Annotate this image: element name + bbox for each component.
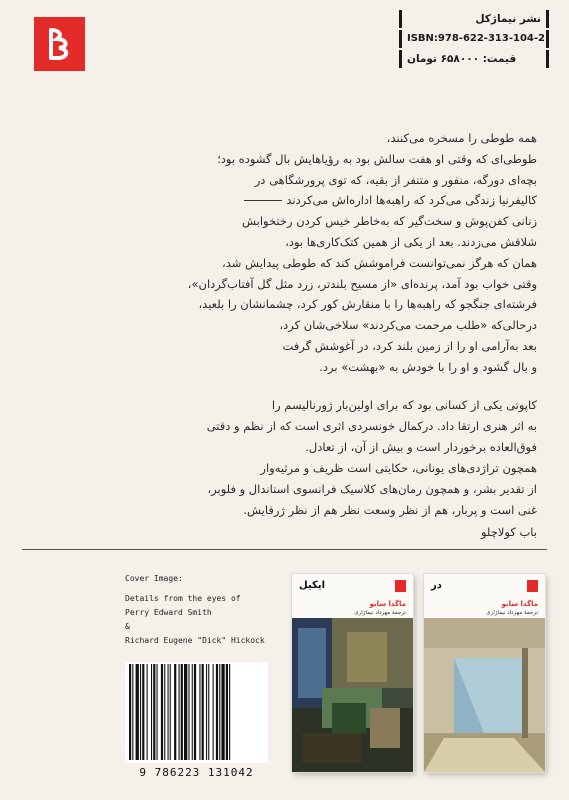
- excerpt-line: زنانی کفن‌پوش و سخت‌گیر که به‌خاطر خیس کردن رختخوابش: [241, 214, 537, 229]
- barcode-bars: [125, 662, 268, 763]
- book-publisher-logo: [395, 580, 406, 592]
- barcode-bar: [219, 664, 220, 760]
- blurb-line: غنی است و پربار، هم از نظر وسعت نظر هم از نظر ژرفایش.: [243, 503, 537, 517]
- blurb-line: همچون تراژدی‌های یونانی، حکایتی است ظریف و مرثیه‌وار: [260, 461, 537, 475]
- book-cover-painting: [424, 618, 545, 772]
- isbn-label: ISBN:978-622-313-104-2: [399, 30, 549, 48]
- barcode-number: 9 786223 131042: [139, 766, 254, 779]
- barcode-bar: [168, 664, 169, 760]
- barcode-bar: [142, 664, 144, 760]
- reviewer-signature: باب کولاچلو: [480, 525, 537, 539]
- blurb-line: کاپوتی یکی از کسانی بود که برای اولین‌بار ژورنالیسم را: [271, 398, 537, 412]
- cover-image-line: &: [125, 622, 130, 631]
- barcode-bar: [206, 664, 207, 760]
- barcode-bar: [136, 664, 139, 760]
- isbn-barcode: [125, 662, 268, 763]
- book-cover-ikil: [292, 574, 413, 772]
- cover-image-line: Richard Eugene "Dick" Hickock: [125, 636, 265, 645]
- blurb-line: به اثر هنری ارتقا داد. درکمال خونسردی اثری است که از نظم و دقتی: [206, 419, 537, 433]
- book-title: در: [431, 580, 442, 591]
- barcode-bar: [216, 664, 218, 760]
- review-blurb: [87, 395, 537, 521]
- barcode-bar: [147, 664, 148, 760]
- barcode-bar: [199, 664, 200, 760]
- barcode-bar: [194, 664, 196, 760]
- book-author: ماگدا سابو: [501, 600, 538, 608]
- barcode-bar: [179, 664, 180, 760]
- barcode-bar: [161, 664, 163, 760]
- blurb-line: فوق‌العاده برخوردار است و بیش از آن، از تعادل.: [305, 440, 537, 454]
- excerpt-line: طوطی‌ای که وقتی او هفت سالش بود به رؤیاهایش بال گشوده بود؛: [217, 151, 537, 166]
- book-author: ماگدا سابو: [369, 600, 406, 608]
- barcode-bar: [132, 664, 133, 760]
- barcode-bar: [140, 664, 141, 760]
- barcode-bar: [151, 664, 152, 760]
- barcode-bar: [221, 664, 224, 760]
- cover-image-heading: Cover Image:: [125, 574, 183, 583]
- excerpt-line: بچه‌ای دورگه، منفور و متنفر از بقیه، که توی پرورشگاهی در: [254, 172, 537, 187]
- barcode-bar: [157, 664, 158, 760]
- barcode-bar: [192, 664, 193, 760]
- book-translator: ترجمهٔ مهرداد نیماژاری: [354, 610, 406, 616]
- excerpt-line: همان که هرگز نمی‌توانست فراموشش کند که طوطی پیدایش شد،: [222, 255, 537, 270]
- excerpt-line: شلاقش می‌زدند. بعد از یکی از همین کتک‌کاری‌ها بود،: [285, 234, 537, 249]
- barcode-bar: [208, 664, 209, 760]
- excerpt-line: بعد به‌آرامی او را از زمین بلند کرد، در آغوشش گرفت: [282, 338, 537, 353]
- excerpt-line: وقتی خواب بود آمد، پرنده‌ای «از مسیح بلندتر، زرد مثل گل آفتاب‌گردان»،: [187, 276, 537, 291]
- section-divider: [22, 549, 547, 550]
- barcode-bar: [129, 664, 131, 760]
- barcode-bar: [174, 664, 176, 760]
- cover-image-line: Details from the eyes of: [125, 594, 241, 603]
- barcode-bar: [226, 664, 228, 760]
- excerpt-line: فرشته‌ای جنگجو که راهبه‌ها را با منقارش کور کرد، چشمانشان را بلعید،: [198, 297, 537, 312]
- book-publisher-logo: [527, 580, 538, 592]
- barcode-bar: [181, 664, 183, 760]
- barcode-bar: [164, 664, 165, 760]
- barcode-bar: [153, 664, 155, 760]
- book-cover-painting: [292, 618, 413, 772]
- cover-image-credit: [125, 572, 275, 648]
- publisher-info: [399, 10, 549, 70]
- barcode-bar: [229, 664, 230, 760]
- excerpt-line: درحالی‌که «طلب مرحمت می‌کردند» سلاخی‌شان کرد،: [279, 318, 537, 333]
- publisher-logo-mark: [45, 27, 75, 61]
- dash-rule: [244, 200, 282, 201]
- barcode-bar: [188, 664, 189, 760]
- back-cover-excerpt: [117, 128, 537, 378]
- barcode-bar: [202, 664, 204, 760]
- imprint-label: نشر نیماژکل: [399, 10, 549, 28]
- barcode-bar: [170, 664, 171, 760]
- price-label: قیمت: ۶۵۸۰۰۰ تومان: [399, 50, 549, 68]
- book-title: ایکیل: [299, 580, 326, 591]
- blurb-line: از تقدیر بشر، و همچون رمان‌های کلاسیک فرانسوی استاندال و فلوبر،: [207, 482, 537, 496]
- publisher-logo: [34, 17, 85, 71]
- book-cover-dar: [424, 574, 545, 772]
- excerpt-line: و بال گشود و او را با خودش به «بهشت» برد.: [319, 359, 537, 374]
- excerpt-line: همه طوطی را مسخره می‌کنند،: [386, 131, 537, 145]
- book-translator: ترجمهٔ مهرداد نیماژاری: [486, 610, 538, 616]
- excerpt-line: کالیفرنیا زندگی می‌کرد که راهبه‌ها اداره‌اش می‌کردند: [117, 190, 537, 211]
- barcode-bar: [184, 664, 187, 760]
- barcode-bar: [213, 664, 214, 760]
- cover-image-line: Perry Edward Smith: [125, 608, 212, 617]
